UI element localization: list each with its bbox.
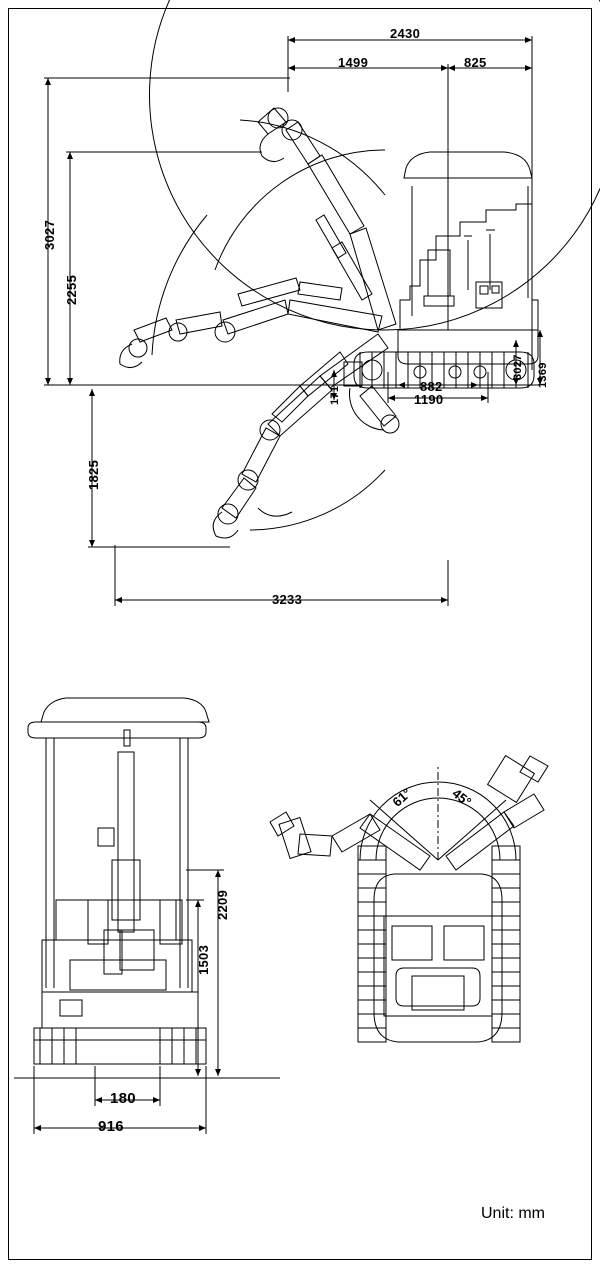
- dim-max-dig-depth: 1825: [86, 459, 101, 490]
- dim-reach-segment-2: 825: [464, 55, 487, 70]
- dim-ground-clearance: 171: [329, 385, 341, 405]
- dim-machine-height-right: 3027: [512, 354, 524, 380]
- dim-overall-width: 916: [98, 1118, 124, 1135]
- dim-boom-height: 2209: [215, 889, 230, 920]
- dim-cab-top-height: 1503: [196, 944, 211, 975]
- dim-swing-angle-right: 45°: [449, 785, 475, 810]
- dim-cab-height: 1369: [537, 362, 549, 388]
- unit-note: Unit: mm: [481, 1205, 545, 1222]
- dim-track-center: 882: [420, 379, 443, 394]
- dim-max-dig-height: 3027: [42, 219, 57, 250]
- dim-swing-angle-left: 61°: [389, 785, 415, 810]
- dim-reach-segment-1: 1499: [338, 55, 369, 70]
- dim-max-dig-reach: 3233: [272, 592, 303, 607]
- dim-track-shoe-width: 180: [110, 1090, 136, 1107]
- dim-max-dump-height: 2255: [64, 274, 79, 305]
- dim-overall-reach-top: 2430: [390, 26, 421, 41]
- dim-track-length: 1190: [414, 392, 444, 407]
